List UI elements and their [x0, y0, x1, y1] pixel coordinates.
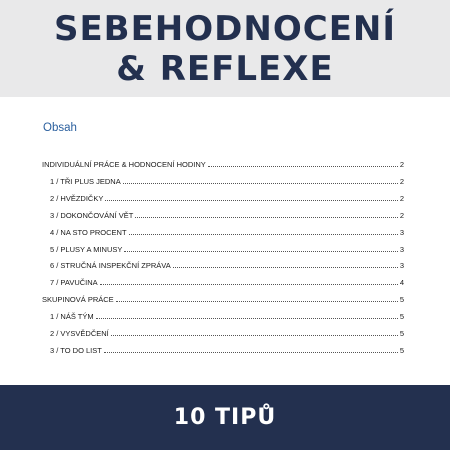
toc-dot-leader — [208, 165, 398, 167]
toc-entry-page: 4 — [399, 278, 404, 288]
toc-entry[interactable] — [42, 290, 404, 304]
toc-entry-page: 3 — [399, 261, 404, 271]
toc-entry-page: 2 — [399, 160, 404, 169]
toc-entry-label: 3 / TO DO LIST — [50, 345, 102, 355]
toc-title: Obsah — [43, 122, 77, 134]
toc-entry-page: 2 — [399, 176, 404, 186]
header-banner — [0, 0, 450, 97]
toc-dot-leader — [104, 351, 398, 353]
toc-dot-leader — [129, 233, 398, 235]
toc-entry[interactable] — [50, 273, 404, 287]
toc-entry[interactable] — [50, 256, 404, 270]
toc-dot-leader — [135, 216, 397, 218]
toc-entry-page: 2 — [399, 210, 404, 220]
toc-entry-page: 5 — [399, 312, 404, 322]
footer-label: 10 TIPŮ — [173, 405, 277, 430]
toc-entry-label: SKUPINOVÁ PRÁCE — [42, 295, 114, 305]
toc-entry-label: 4 / NA STO PROCENT — [50, 227, 127, 237]
toc-entry[interactable] — [50, 206, 404, 220]
toc-entry-label: 7 / PAVUČINA — [50, 278, 98, 288]
toc-entry[interactable] — [42, 155, 404, 169]
toc-entry-label: 3 / DOKONČOVÁNÍ VĚT — [50, 210, 134, 220]
page-title-line-2: & REFLEXE — [116, 48, 334, 89]
toc-entry[interactable] — [50, 307, 404, 321]
toc-entry[interactable] — [50, 223, 404, 237]
toc-dot-leader — [100, 283, 398, 285]
toc-entry[interactable] — [50, 240, 404, 254]
toc-entry[interactable] — [50, 324, 404, 338]
page-title-line-1: SEBEHODNOCENÍ — [53, 8, 397, 49]
toc-dot-leader — [123, 182, 398, 184]
toc-dot-leader — [105, 199, 397, 201]
toc-entry[interactable] — [50, 189, 404, 203]
toc-entry-page: 5 — [399, 345, 404, 355]
toc-dot-leader — [111, 334, 398, 336]
toc-entry-page: 2 — [399, 193, 404, 203]
toc-entry-label: 1 / NÁŠ TÝM — [50, 312, 94, 322]
toc-entry-label: 6 / STRUČNÁ INSPEKČNÍ ZPRÁVA — [50, 261, 171, 271]
toc-entry-label: 2 / VYSVĚDČENÍ — [50, 329, 109, 338]
toc-dot-leader — [124, 250, 397, 252]
toc-dot-leader — [96, 317, 398, 319]
toc-entry-label: 5 / PLUSY A MINUSY — [50, 244, 123, 254]
toc-entry[interactable] — [50, 172, 404, 186]
toc-entry-label: INDIVIDUÁLNÍ PRÁCE & HODNOCENÍ HODINY — [42, 160, 206, 169]
toc-entry-page: 3 — [399, 244, 404, 254]
toc-entry[interactable] — [50, 341, 404, 355]
table-of-contents — [0, 97, 450, 385]
toc-entry-page: 5 — [399, 295, 404, 305]
toc-entry-label: 2 / HVĚZDIČKY — [50, 193, 104, 203]
toc-dot-leader — [173, 266, 398, 268]
toc-entry-page: 3 — [399, 227, 404, 237]
footer-banner — [0, 385, 450, 450]
toc-dot-leader — [116, 300, 398, 302]
toc-entry-page: 5 — [399, 329, 404, 338]
toc-entry-label: 1 / TŘI PLUS JEDNA — [50, 176, 121, 186]
